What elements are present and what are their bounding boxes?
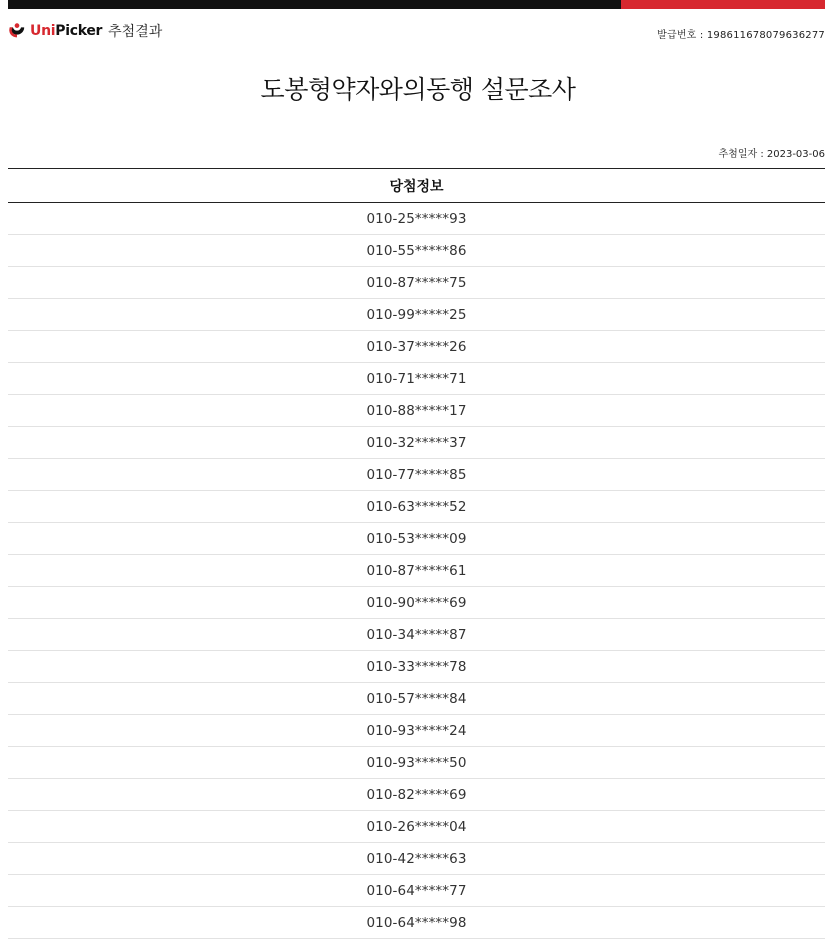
table-row: 010-55*****86 [8,235,825,267]
unipicker-logo-icon [8,22,26,40]
table-row: 010-32*****37 [8,427,825,459]
table-body [8,203,825,939]
table-row: 010-90*****69 [8,587,825,619]
brand-picker: Picker [55,23,103,39]
page-title: 도봉형약자와의동행 설문조사 [260,75,576,104]
issue-label: 발급번호 : [657,30,707,41]
table-row: 010-64*****98 [8,907,825,939]
table-row: 010-82*****69 [8,779,825,811]
brand-subtitle: 추첨결과 [108,24,163,40]
table-header: 당첨정보 [8,169,825,203]
brand-logo[interactable] [8,21,162,41]
brand-wordmark [30,23,102,39]
table-row: 010-93*****50 [8,747,825,779]
table-row: 010-88*****17 [8,395,825,427]
draw-date [719,145,826,160]
top-bar-red-segment [621,0,825,9]
table-row: 010-34*****87 [8,619,825,651]
table-row: 010-64*****77 [8,875,825,907]
draw-date-value: 2023-03-06 [766,149,825,160]
top-accent-bar [8,0,825,9]
table-row: 010-99*****25 [8,299,825,331]
table-row: 010-57*****84 [8,683,825,715]
table-row: 010-93*****24 [8,715,825,747]
table-row: 010-33*****78 [8,651,825,683]
table-row: 010-77*****85 [8,459,825,491]
table-row: 010-71*****71 [8,363,825,395]
table-row: 010-26*****04 [8,811,825,843]
table-row: 010-53*****09 [8,523,825,555]
table-row: 010-87*****75 [8,267,825,299]
table-row: 010-63*****52 [8,491,825,523]
draw-date-label: 추첨일자 : [718,149,767,160]
winners-table [8,168,825,939]
top-bar-black-segment [8,0,621,9]
table-row: 010-87*****61 [8,555,825,587]
issue-number [657,26,825,41]
issue-value: 198611678079636277 [706,30,825,41]
brand-uni: Uni [30,23,56,39]
table-row: 010-42*****63 [8,843,825,875]
table-row: 010-25*****93 [8,203,825,235]
table-row: 010-37*****26 [8,331,825,363]
